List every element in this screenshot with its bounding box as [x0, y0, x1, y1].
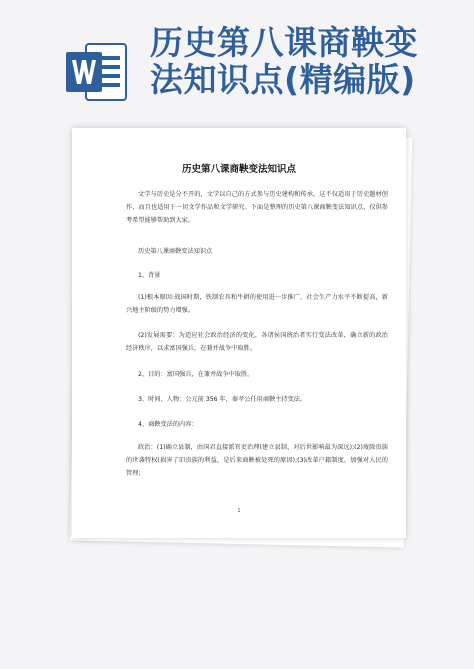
document-title: 历史第八课商鞅变法知识点 — [181, 164, 296, 175]
page-number: 1 — [237, 508, 241, 514]
paragraph-time-person: 3、时间、人物：公元前 356 年，秦孝公任用商鞅主持变法。 — [138, 396, 307, 403]
paragraph-root-cause: (1)根本原因:战国时期，铁制农具和牛耕的使用进一步推广，社会生产力水平不断提高，新兴地主阶级的势力增强。 — [126, 294, 388, 314]
paragraph-politics: 政治：(1)确立县制，由国君直接派官吏治理(建立县制，对后世影响最为深远);(2)废除贵族的世袭特权(损害了旧贵族的利益，是后来商鞅被处死的原因);(3)改革户籍制度，加强对人民的管理; — [126, 444, 388, 477]
page-title — [150, 24, 465, 98]
paragraph-background-heading: 1、背景 — [138, 272, 161, 279]
header-banner — [0, 0, 474, 112]
paragraph-development-need: (2)发展需要：为适应社会政治经济的变化，各诸侯国统治者实行变法改革，确立新的政治经济秩序，以求富国强兵，在兼并战争中取胜。 — [126, 332, 388, 352]
paragraph-intro: 文学与历史是分不开的，文学以自己的方式参与历史建构和传承，这不仅适用于历史题材创作，而且也适用于一切文学作品和文学研究。下面是整理的历史第八课商鞅变法知识点，仅供参考希望能够帮助到大家。 — [126, 191, 388, 224]
page-title-line-1: 历史第八课商鞅变 — [150, 23, 418, 62]
page-title-line-2: 法知识点(精编版) — [150, 60, 416, 99]
paragraph-purpose: 2、目的：富国强兵，在兼并战争中取胜。 — [138, 371, 254, 378]
document-page — [72, 128, 406, 538]
paragraph-content-heading: 4、商鞅变法的内容： — [138, 421, 198, 428]
word-document-icon — [64, 40, 128, 104]
paragraph-subtitle: 历史第八课商鞅变法知识点 — [138, 248, 213, 255]
